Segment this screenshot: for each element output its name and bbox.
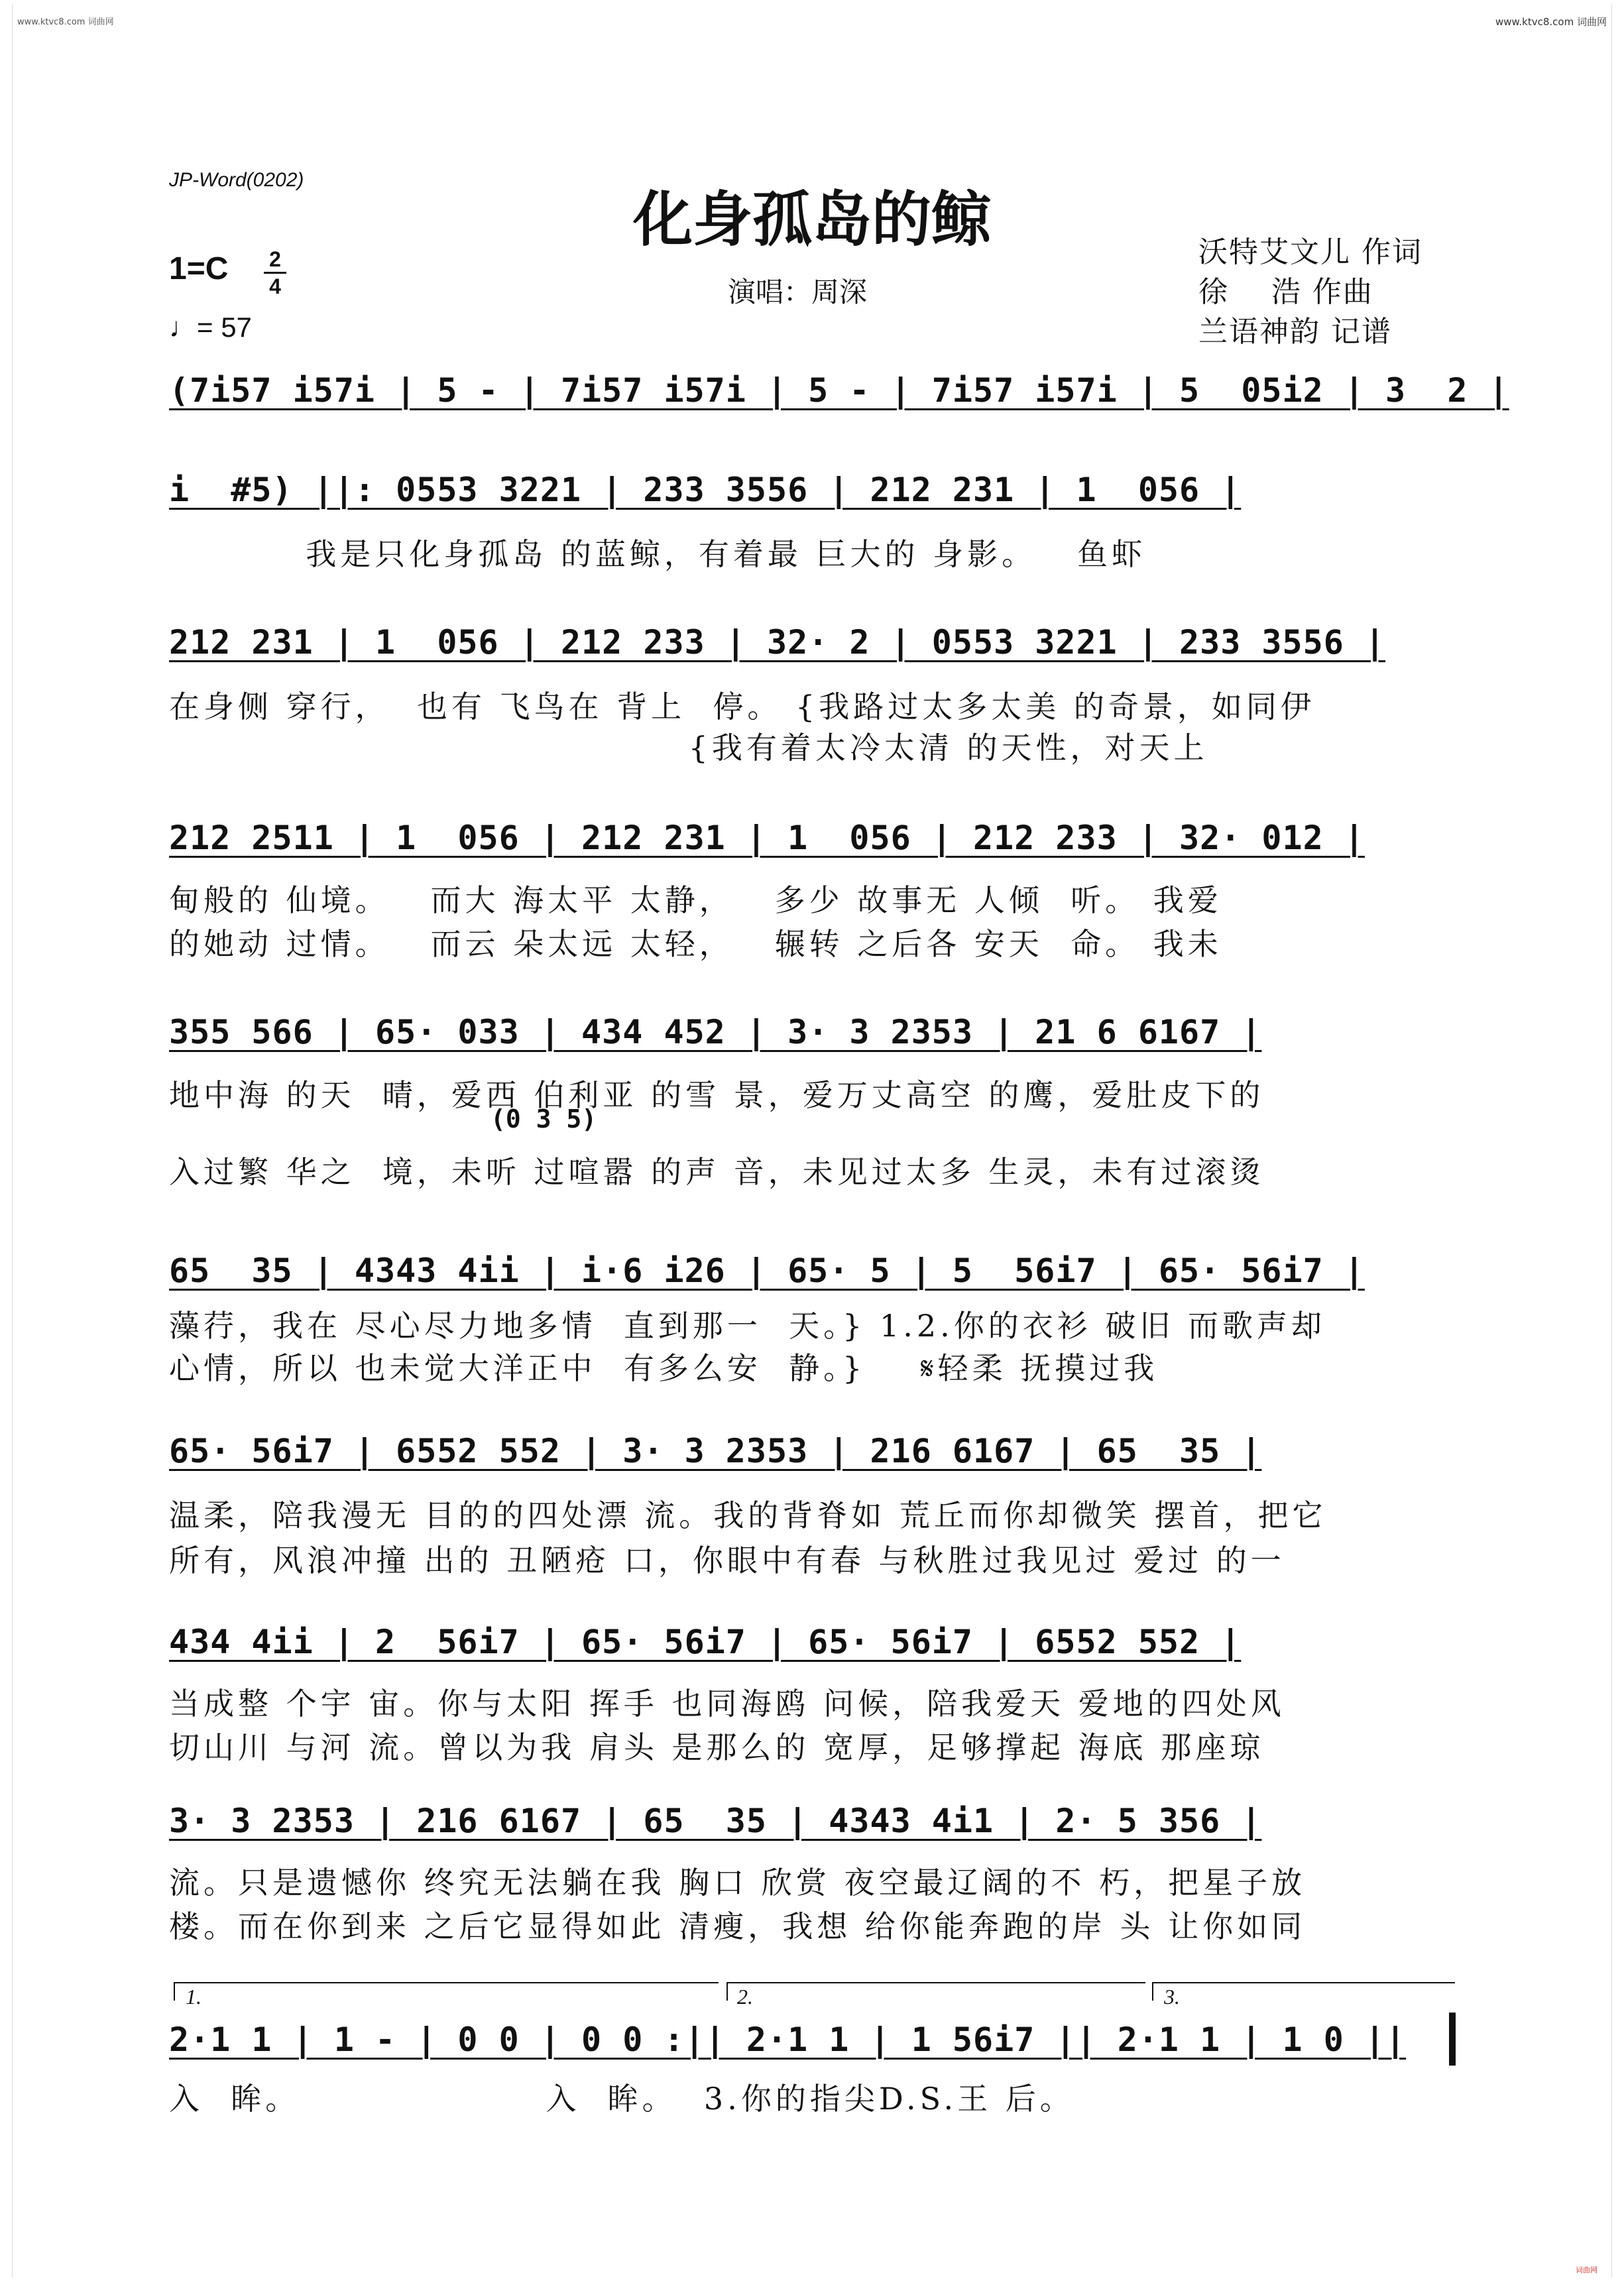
- lyrics-line-1: 当成整 个宇 宙。你与太阳 挥手 也同海鸥 问候，陪我爱天 爱地的四处风: [169, 1686, 1285, 1722]
- lyrics-line-1: 温柔，陪我漫无 目的的四处漂 流。我的背脊如 荒丘而你却微笑 摆首，把它: [169, 1497, 1327, 1533]
- score-notes-row: 65· 56i7 | 6552 552 | 3· 3 2353 | 216 6167 | 65 35 |: [169, 1432, 1262, 1470]
- lyrics-line-1: 入 眸。 入 眸。 3.你的指尖D.S.王 后。: [169, 2081, 1074, 2117]
- score-notes-row: 212 2511 | 1 056 | 212 231 | 1 056 | 212 233 | 32· 012 |: [169, 819, 1365, 857]
- time-sig-top: 2: [269, 247, 281, 271]
- final-barline: [1449, 2013, 1456, 2066]
- lyrics-line-2: 入过繁 华之 境，未听 过喧嚣 的声 音，未见过太多 生灵，未有过滚烫: [169, 1154, 1265, 1190]
- site-watermark-left: www.ktvc8.com 词曲网: [17, 17, 114, 27]
- volta-bracket-1: [174, 1982, 719, 2001]
- lyrics-line-2: 切山川 与河 流。曾以为我 肩头 是那么的 宽厚，足够撑起 海底 那座琼: [169, 1729, 1265, 1765]
- time-signature: [264, 248, 286, 298]
- lyrics-line-1: 我是只化身孤岛 的蓝鲸，有着最 巨大的 身影。 鱼虾: [169, 536, 1146, 572]
- volta-bracket-3: [1152, 1982, 1455, 2001]
- transcriber-credit: 兰语神韵 记谱: [1198, 315, 1392, 349]
- volta-label-2: 2.: [737, 1985, 753, 2009]
- score-notes-row: 212 231 | 1 056 | 212 233 | 32· 2 | 0553 3221 | 233 3556 |: [169, 623, 1386, 662]
- lyrics-line-2: 楼。而在你到来 之后它显得如此 清瘦，我想 给你能奔跑的岸 头 让你如同: [169, 1908, 1306, 1944]
- lyricist-credit: 沃特艾文儿 作词: [1198, 235, 1422, 269]
- score-notes-row: i #5) ||: 0553 3221 | 233 3556 | 212 231 | 1 056 |: [169, 471, 1242, 509]
- lyrics-line-2: {我有着太冷太清 的天性，对天上: [169, 730, 1208, 766]
- score-notes-row: (7i57 i57i | 5 - | 7i57 i57i | 5 - | 7i57 i57i | 5 05i2 | 3 2 |: [169, 371, 1509, 410]
- lyrics-line-2: 所有，风浪冲撞 出的 丑陋疮 口，你眼中有春 与秋胜过我见过 爱过 的一: [169, 1543, 1285, 1578]
- tempo-marking: ♩= 57: [169, 312, 252, 343]
- score-notes-row: 434 4ii | 2 56i7 | 65· 56i7 | 65· 56i7 | 6552 552 |: [169, 1623, 1242, 1661]
- score-notes-row: 3· 3 2353 | 216 6167 | 65 35 | 4343 4i1 | 2· 5 356 |: [169, 1802, 1262, 1840]
- lyrics-line-1: 流。只是遗憾你 终究无法躺在我 胸口 欣赏 夜空最辽阔的不 朽，把星子放: [169, 1865, 1306, 1901]
- lyrics-line-1: 藻荇，我在 尽心尽力地多情 直到那一 天。} 1.2.你的衣衫 破旧 而歌声却: [169, 1308, 1326, 1344]
- lyrics-line-2: 心情，所以 也未觉大洋正中 有多么安 静。} 𝄋轻柔 抚摸过我: [169, 1350, 1159, 1386]
- song-title: 化身孤岛的鲸: [633, 185, 991, 255]
- volta-label-3: 3.: [1164, 1985, 1180, 2009]
- score-notes-row: 2·1 1 | 1 - | 0 0 | 0 0 :|| 2·1 1 | 1 56i7 || 2·1 1 | 1 0 ||: [169, 2020, 1407, 2059]
- score-notes-row: 65 35 | 4343 4ii | i·6 i26 | 65· 5 | 5 56i7 | 65· 56i7 |: [169, 1252, 1365, 1290]
- score-notes-row: 355 566 | 65· 033 | 434 452 | 3· 3 2353 | 21 6 6167 |: [169, 1013, 1262, 1051]
- volta-bracket-2: [726, 1982, 1145, 2001]
- lyrics-line-1: 在身侧 穿行， 也有 飞鸟在 背上 停。 {我路过太多太美 的奇景，如同伊: [169, 689, 1315, 725]
- lyrics-line-1: 地中海 的天 晴，爱西 伯利亚 的雪 景，爱万丈高空 的鹰，爱肚皮下的: [169, 1077, 1265, 1113]
- time-sig-bottom: 4: [269, 274, 281, 298]
- time-sig-bar: [264, 272, 286, 274]
- volta-label-1: 1.: [186, 1985, 202, 2009]
- source-label: JP-Word(0202): [169, 169, 304, 191]
- site-watermark-right: www.ktvc8.com 词曲网: [1495, 16, 1607, 28]
- singer-credit: 演唱：周深: [728, 276, 868, 308]
- lyrics-line-1: 甸般的 仙境。 而大 海太平 太静， 多少 故事无 人倾 听。 我爱: [169, 882, 1222, 918]
- composer-credit: 徐 浩 作曲: [1198, 275, 1373, 309]
- site-badge: 词曲网: [1576, 2266, 1597, 2274]
- alt-notes-annotation: (0 3 5): [491, 1104, 597, 1134]
- key-signature: 1=C: [169, 251, 229, 286]
- lyrics-line-2: 的她动 过情。 而云 朵太远 太轻， 辗转 之后各 安天 命。 我未: [169, 926, 1222, 962]
